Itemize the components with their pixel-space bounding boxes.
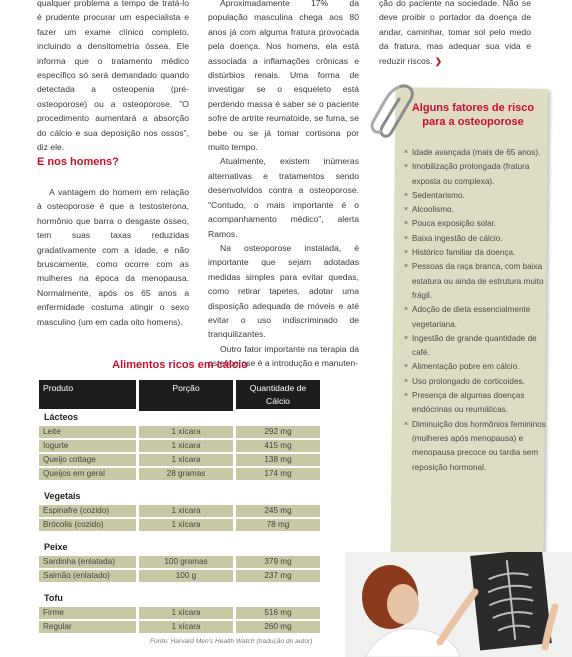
risk-factor-text: Imobilização prolongada (fratura exposta ou complexa).	[412, 162, 530, 186]
table-cell-produto: Iogurte	[39, 440, 136, 452]
table-cell-porcao: 1 xícara	[139, 440, 233, 452]
risk-factor-text: Sedentarismo.	[412, 190, 465, 200]
doctor-xray-photo	[345, 552, 572, 657]
header-porcao: Porção	[139, 380, 233, 411]
risk-factor-item	[404, 232, 546, 246]
risk-factor-list	[404, 146, 546, 475]
article-paragraph: qualquer problema a tempo de tratá-lo é prudente procurar um especialista e fazer um exame clínico completo, incluindo a densitometria óssea. Ele informa que o tratamento médico específico só será demandado quando detectada a osteopenia (pré-osteoporose) ou a osteoporose. "O procedimento aumentará a absorção do cálcio e sua deposição nos ossos", diz ele.	[37, 0, 189, 153]
table-cell-quantidade: 292 mg	[236, 426, 320, 438]
table-title: Alimentos ricos em cálcio	[112, 359, 248, 371]
table-cell-quantidade: 237 mg	[236, 570, 320, 582]
risk-factor-item	[404, 217, 546, 231]
bullet-icon: ×	[404, 220, 409, 228]
photo-illustration	[345, 552, 572, 657]
header-produto: Produto	[39, 380, 136, 409]
bullet-icon: ×	[404, 420, 409, 428]
article-paragraph: Na osteoporose instalada, é importante que sejam adotadas medidas simples para evitar quedas, como retirar tapetes, adotar uma disposição adequada de móveis e até evitar o uso indiscriminado de tranquilizantes.	[208, 242, 359, 340]
table-cell-produto: Queijo cottage	[39, 454, 136, 466]
risk-factor-text: Pouca exposição solar.	[412, 219, 497, 229]
table-cell-porcao: 100 g	[139, 570, 233, 582]
article-paragraph	[379, 0, 531, 68]
risk-factor-text: Baixa ingestão de cálcio.	[412, 233, 503, 243]
table-cell-produto: Queijos em geral	[39, 468, 136, 480]
table-cell-quantidade: 138 mg	[236, 454, 320, 466]
risk-factor-text: Histórico familiar da doença.	[412, 248, 516, 258]
table-cell-produto: Espinafre (cozido)	[39, 505, 136, 517]
risk-factor-item	[404, 375, 546, 389]
table-cell-porcao: 1 xícara	[139, 454, 233, 466]
bullet-icon: ×	[404, 377, 409, 385]
risk-factor-text: Adoção de dieta essencialmente vegetariana.	[412, 305, 531, 329]
risk-factor-item	[404, 203, 546, 217]
table-group-heading: Lácteos	[44, 412, 79, 422]
bullet-icon: ×	[404, 249, 409, 257]
risk-factor-item	[404, 246, 546, 260]
table-cell-produto: Leite	[39, 426, 136, 438]
table-cell-quantidade: 260 mg	[236, 621, 320, 633]
risk-factor-item	[404, 303, 546, 332]
risk-factor-text: Alimentação pobre em cálcio.	[412, 362, 520, 372]
risk-factor-text: Pessoas da raça branca, com baixa estatura ou ainda de estrutura muito frágil.	[412, 262, 544, 300]
table-cell-porcao: 1 xícara	[139, 607, 233, 619]
risk-factor-item	[404, 146, 546, 160]
table-cell-porcao: 1 xícara	[139, 505, 233, 517]
table-cell-porcao: 1 xícara	[139, 519, 233, 531]
sidebar-title: Alguns fatores de risco para a osteoporose	[411, 102, 535, 128]
article-paragraph: A vantagem do homem em relação à osteoporose é que a testosterona, hormônio que barra o desgaste ósseo, tem suas taxas reduzidas gradativamente com a idade, e não bruscamente, como ocorre com as mulheres na época da menopausa. Normalmente, após os 65 anos a enfermidade costuma atingir o sexo masculino (um em cada oito homens).	[37, 187, 189, 327]
risk-factor-item	[404, 332, 546, 361]
article-paragraph: Outro fator importante na terapia da osteoporose é a introdução e manuten-	[208, 343, 359, 369]
bullet-icon: ×	[404, 149, 409, 156]
table-cell-produto: Brócolis (cozido)	[39, 519, 136, 531]
table-cell-produto: Firme	[39, 607, 136, 619]
risk-factor-text: Idade avançada (mais de 65 anos).	[412, 148, 541, 157]
bullet-icon: ×	[404, 163, 409, 171]
article-text: ção do paciente na sociedade. Não se deve proibir o portador da doença de andar, caminhar, tomar sol pelo medo da fratura, mas adequar sua vida e reduzir riscos.	[379, 0, 531, 66]
article-column-1	[37, 0, 189, 154]
table-cell-porcao: 100 gramas	[139, 556, 233, 568]
bullet-icon: ×	[404, 206, 409, 214]
article-paragraph: Atualmente, existem inúmeras alternativas e tratamentos sendo desenvolvidos contra a osteoporose. "Contudo, o mais importante é o acompanhamento médico", alerta Ramos.	[208, 156, 359, 239]
table-group-heading: Vegetais	[44, 491, 81, 501]
bullet-icon: ×	[404, 263, 409, 271]
table-group-heading: Peixe	[44, 542, 68, 552]
end-mark-icon: ❯	[434, 55, 443, 66]
header-quantidade: Quantidade de Cálcio	[236, 380, 320, 409]
bullet-icon: ×	[404, 306, 409, 314]
table-cell-produto: Salmão (enlatado)	[39, 570, 136, 582]
article-paragraph: Aproximadamente 17% da população masculina chega aos 80 anos já com alguma fratura provocada pela doença. Nos homens, ela está associada a inflamações crônicas e distúrbios renais. Uma forma de investigar se o esqueleto está perdendo massa é saber se o paciente sofre de artrite reumatoide, se fuma, se bebe ou se já tomar cortisona por muito tempo.	[208, 0, 359, 153]
table-cell-porcao: 1 xícara	[139, 426, 233, 438]
table-cell-produto: Regular	[39, 621, 136, 633]
bullet-icon: ×	[404, 363, 409, 371]
article-column-1-bottom	[37, 185, 189, 329]
article-column-2	[208, 0, 359, 371]
table-cell-porcao: 28 gramas	[139, 468, 233, 480]
bullet-icon: ×	[404, 234, 409, 242]
risk-factor-text: Ingestão de grande quantidade de café.	[412, 333, 537, 358]
table-group-heading: Tofu	[44, 593, 63, 603]
risk-factor-item	[404, 260, 546, 303]
risk-factor-text: Presença de algumas doenças endócrinas ou reumáticas.	[412, 391, 525, 415]
table-cell-quantidade: 174 mg	[236, 468, 320, 480]
table-cell-quantidade: 379 mg	[236, 556, 320, 568]
risk-factor-item	[404, 418, 546, 475]
bullet-icon: ×	[404, 392, 409, 400]
bullet-icon: ×	[404, 334, 409, 342]
table-cell-quantidade: 78 mg	[236, 519, 320, 531]
risk-factor-item	[404, 360, 546, 374]
risk-factor-text: Diminuição dos hormônios femininos (mulheres após menopausa) e menopausa precoce ou tardia sem reposição hormonal.	[412, 419, 546, 472]
table-cell-quantidade: 415 mg	[236, 440, 320, 452]
table-cell-porcao: 1 xícara	[139, 621, 233, 633]
table-cell-produto: Sardinha (enlatada)	[39, 556, 136, 568]
risk-factor-item	[404, 389, 546, 418]
bullet-icon: ×	[404, 191, 409, 199]
article-column-3	[379, 0, 531, 68]
risk-factor-text: Uso prolongado de corticoides.	[412, 376, 525, 386]
risk-factor-item	[404, 160, 546, 189]
risk-factor-item	[404, 189, 546, 203]
section-heading: E nos homens?	[37, 156, 119, 168]
table-cell-quantidade: 516 mg	[236, 607, 320, 619]
risk-factor-text: Alcoolismo.	[412, 205, 454, 215]
table-source: Fonte: Harvard Men's Health Watch (tradução do autor)	[150, 638, 313, 645]
table-cell-quantidade: 245 mg	[236, 505, 320, 517]
